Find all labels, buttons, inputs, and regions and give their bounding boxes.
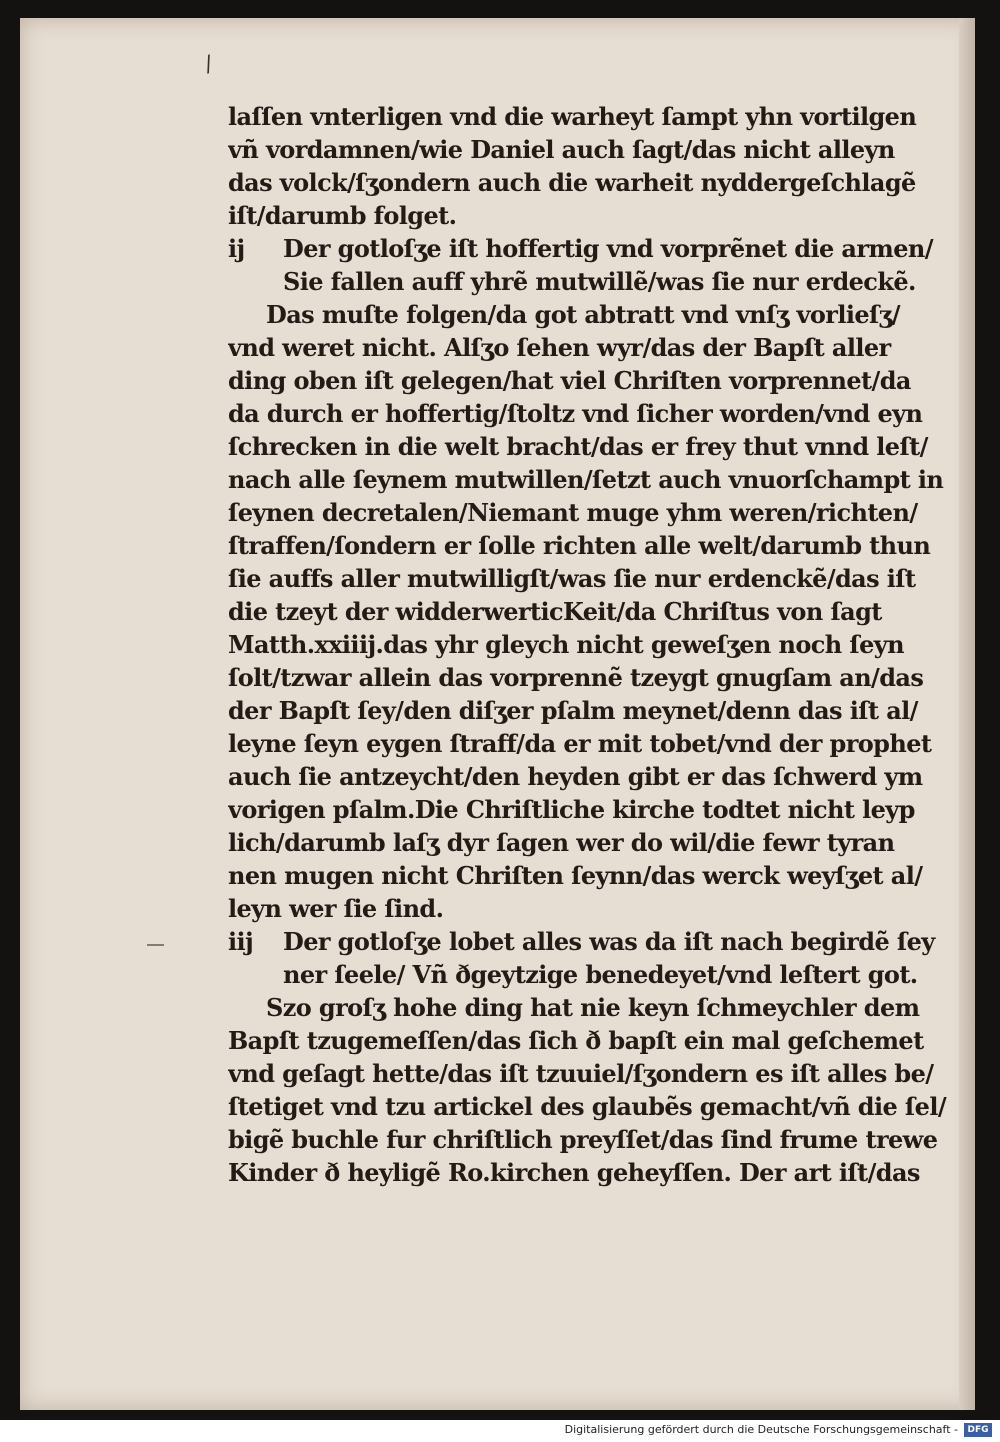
text-line [228, 265, 963, 298]
text-line [228, 958, 963, 991]
text-line [228, 133, 963, 166]
text-line [228, 1123, 963, 1156]
line-text: Szo groſʒ hohe ding hat nie keyn ſchmeychler dem [266, 993, 920, 1022]
line-text: vnd geſagt hette/das iſt tzuuiel/ſʒondern es iſt alles be/ [228, 1059, 934, 1088]
line-text: vorigen pſalm.Die Chriſtliche kirche todtet nicht leyp [228, 795, 915, 824]
margin-tick [147, 944, 164, 946]
line-text: auch ſie antzeycht/den heyden gibt er das ſchwerd ym [228, 762, 923, 791]
line-text: ſchrecken in die welt bracht/das er frey thut vnnd leſt/ [228, 432, 928, 461]
blackletter-text-block [228, 100, 963, 1189]
line-text: leyn wer ſie ſind. [228, 894, 444, 923]
corner-mark: / [201, 51, 216, 78]
text-line [228, 661, 963, 694]
line-text: Bapſt tzugemeſſen/das ſich ð bapſt ein mal geſchemet [228, 1026, 924, 1055]
text-line [228, 166, 963, 199]
text-line [228, 892, 963, 925]
line-text: Kinder ð heyligẽ Ro.kirchen geheyſſen. Der art iſt/das [228, 1158, 920, 1187]
line-text: da durch er hoffertig/ſtoltz vnd ſicher worden/vnd eyn [228, 399, 923, 428]
verse-number: ij [228, 234, 245, 263]
dfg-logo: DFG [964, 1423, 992, 1437]
text-line [228, 100, 963, 133]
line-text: ner ſeele/ Vñ ðgeytzige benedeyet/vnd leſtert got. [283, 960, 918, 989]
line-text: Der gotloſʒe lobet alles was da iſt nach begirdẽ ſey [283, 927, 935, 956]
text-line [228, 529, 963, 562]
line-text: ding oben iſt gelegen/hat viel Chriſten vorprennet/da [228, 366, 911, 395]
text-line [228, 232, 963, 265]
text-line [228, 298, 963, 331]
text-line [228, 859, 963, 892]
line-text: vñ vordamnen/wie Daniel auch ſagt/das nicht alleyn [228, 135, 895, 164]
line-text: nach alle ſeynem mutwillen/ſetzt auch vnuorſchampt in [228, 465, 944, 494]
line-text: Sie fallen auff yhrẽ mutwillẽ/was ſie nur erdeckẽ. [283, 267, 916, 296]
line-text: nen mugen nicht Chriſten ſeynn/das werck weyſʒet al/ [228, 861, 923, 890]
text-line [228, 397, 963, 430]
line-text: Der gotloſʒe iſt hoffertig vnd vorprẽnet die armen/ [283, 234, 933, 263]
text-line [228, 1090, 963, 1123]
line-text: ſolt/tzwar allein das vorprennẽ tzeygt gnugſam an/das [228, 663, 924, 692]
footer [0, 1420, 1000, 1442]
text-line [228, 991, 963, 1024]
line-text: vnd weret nicht. Alſʒo ſehen wyr/das der Bapſt aller [228, 333, 891, 362]
line-text: der Bapſt ſey/den diſʒer pſalm meynet/denn das iſt al/ [228, 696, 918, 725]
text-line [228, 1057, 963, 1090]
line-text: ſtetiget vnd tzu artickel des glaubẽs gemacht/vñ die ſel/ [228, 1092, 947, 1121]
line-text: das volck/ſʒondern auch die warheit nyddergeſchlagẽ [228, 168, 916, 197]
line-text: die tzeyt der widderwerticKeit/da Chriſtus von ſagt [228, 597, 882, 626]
line-text: bigẽ buchle fur chriſtlich preyſſet/das ſind frume trewe [228, 1125, 938, 1154]
text-line [228, 760, 963, 793]
text-line [228, 925, 963, 958]
text-line [228, 628, 963, 661]
line-text: lich/darumb laſʒ dyr ſagen wer do wil/die fewr tyran [228, 828, 895, 857]
line-text: ſeynen decretalen/Niemant muge yhm weren/richten/ [228, 498, 918, 527]
text-line [228, 595, 963, 628]
line-text: Matth.xxiiij.das yhr gleych nicht geweſʒen noch ſeyn [228, 630, 904, 659]
line-text: ſtraffen/ſondern er ſolle richten alle welt/darumb thun [228, 531, 931, 560]
line-text: leyne ſeyn eygen ſtraff/da er mit tobet/vnd der prophet [228, 729, 932, 758]
line-text: ſie auffs aller mutwilligſt/was ſie nur erdenckẽ/das iſt [228, 564, 916, 593]
text-line [228, 562, 963, 595]
line-text: Das muſte folgen/da got abtratt vnd vnſʒ vorlieſʒ/ [266, 300, 900, 329]
line-text: laſſen vnterligen vnd die warheyt ſampt yhn vortilgen [228, 102, 917, 131]
text-line [228, 826, 963, 859]
funding-credit: Digitalisierung gefördert durch die Deutsche Forschungsgemeinschaft - [564, 1423, 958, 1436]
text-line [228, 727, 963, 760]
text-line [228, 199, 963, 232]
text-line [228, 1024, 963, 1057]
text-line [228, 793, 963, 826]
text-line [228, 694, 963, 727]
text-line [228, 496, 963, 529]
line-text: iſt/darumb folget. [228, 201, 457, 230]
text-line [228, 463, 963, 496]
text-line [228, 364, 963, 397]
text-line [228, 331, 963, 364]
text-line [228, 1156, 963, 1189]
text-line [228, 430, 963, 463]
verse-number: iij [228, 927, 254, 956]
